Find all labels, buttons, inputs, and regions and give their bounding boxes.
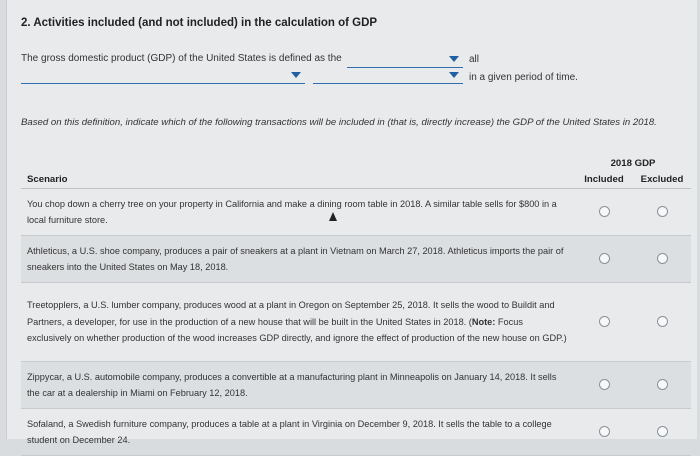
excluded-radio[interactable]	[657, 426, 668, 437]
dropdown-2[interactable]	[21, 69, 305, 84]
table-row	[21, 236, 691, 283]
scenario-text: Sofaland, a Swedish furniture company, produces a table at a plant in Virginia on December 9, 2018. It sells the table to a college student on December 24.	[21, 409, 575, 456]
scenario-text: Athleticus, a U.S. shoe company, produces a pair of sneakers at a plant in Vietnam on March 27, 2018. Athleticus imports the pair of sneakers into the United States on May 18, 2018.	[21, 236, 575, 283]
definition-suffix: in a given period of time.	[469, 72, 578, 83]
dropdown-1[interactable]	[347, 53, 463, 68]
word-all: all	[469, 54, 480, 65]
excluded-radio[interactable]	[657, 206, 668, 217]
included-radio[interactable]	[599, 206, 610, 217]
included-radio[interactable]	[599, 253, 610, 264]
scenario-table	[21, 156, 691, 456]
scenario-text: Treetopplers, a U.S. lumber company, produces wood at a plant in Oregon on September 25, 2018. It sells the wood to Buildit and Partners, a developer, for use in the production of a new house that will be built in the United States in 2018. (Note: Focus exclusively on whether production of the wood increases GDP directly, and ignore the effect of production of the new house on GDP.)	[21, 283, 575, 362]
chevron-down-icon	[291, 72, 301, 78]
scenario-header: Scenario	[21, 170, 575, 189]
gdp-group-header: 2018 GDP	[610, 157, 656, 169]
question-panel	[6, 0, 697, 445]
chevron-down-icon	[449, 72, 459, 78]
question-title: 2. Activities included (and not included) in the calculation of GDP	[21, 17, 378, 29]
included-radio[interactable]	[599, 316, 610, 327]
included-radio[interactable]	[599, 426, 610, 437]
dropdown-3[interactable]	[313, 69, 463, 84]
excluded-header: Excluded	[633, 170, 691, 189]
table-row	[21, 409, 691, 456]
scenario-text: Zippycar, a U.S. automobile company, produces a convertible at a manufacturing plant in Minneapolis on January 14, 2018. It sells the car at a dealership in Miami on February 12, 2018.	[21, 362, 575, 409]
excluded-radio[interactable]	[657, 253, 668, 264]
mouse-cursor-icon	[329, 212, 337, 221]
definition-prefix: The gross domestic product (GDP) of the United States is defined as the	[21, 53, 342, 64]
note-label: Note:	[471, 316, 496, 327]
table-row	[21, 362, 691, 409]
included-header: Included	[575, 170, 633, 189]
excluded-radio[interactable]	[657, 316, 668, 327]
table-row	[21, 189, 691, 236]
included-radio[interactable]	[599, 379, 610, 390]
table-row	[21, 283, 691, 362]
instructions: Based on this definition, indicate which of the following transactions will be included in (that is, directly increase) the GDP of the United States in 2018.	[21, 117, 657, 128]
chevron-down-icon	[449, 56, 459, 62]
excluded-radio[interactable]	[657, 379, 668, 390]
scenario-text: You chop down a cherry tree on your property in California and make a dining room table in 2018. A similar table sells for $800 in a local furniture store.	[21, 189, 575, 236]
